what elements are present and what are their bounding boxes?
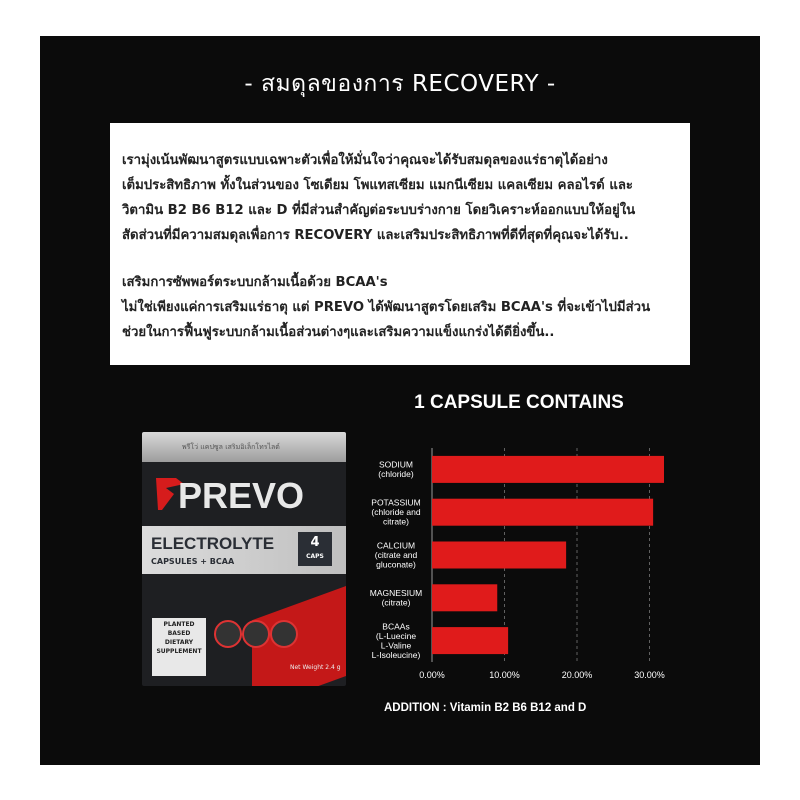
category-label-line: (chloride and [371,507,421,518]
badge-line: PLANTED [163,621,195,628]
category-label-line: (citrate and [374,550,418,560]
category-label [375,541,418,570]
badge-line: SUPPLEMENT [156,648,202,655]
bar [432,584,497,611]
product-brand-logo [154,474,339,514]
x-tick-label: 30.00% [634,670,665,680]
page-title: - สมดุลของการ RECOVERY - [244,71,556,97]
category-label-line: BCAAs [382,621,410,632]
category-label [371,498,421,527]
shield-icon [270,620,298,648]
product-line1: ELECTROLYTE [151,534,275,553]
bar [432,542,566,569]
description-paragraph-1 [122,148,676,248]
category-label-line: SODIUM [379,459,413,470]
product-top-strip [142,432,346,462]
caps-label: CAPS [306,553,324,560]
category-label-line: MAGNESIUM [369,588,423,599]
addition-note: ADDITION : Vitamin B2 B6 B12 and D [384,702,587,714]
category-label-line: gluconate) [376,559,416,570]
product-image [142,432,346,686]
description-line: ไม่ใช่เพียงแค่การเสริมแร่ธาตุ แต่ PREVO ได้พัฒนาสูตรโดยเสริม BCAA's ที่จะเข้าไปมีส่วน [122,300,651,315]
category-label-line: (chloride) [378,469,414,480]
badge-line: DIETARY [164,639,194,646]
bar [432,456,664,483]
x-tick-label: 10.00% [489,670,520,680]
runner-icon [214,620,242,648]
description-line: สัดส่วนที่มีความสมดุลเพื่อการ RECOVERY และเสริมประสิทธิภาพที่ดีที่สุดที่คุณจะได้รับ.. [122,228,629,243]
category-label-line: L-Isoleucine) [371,649,421,660]
category-label-line: POTASSIUM [371,497,421,508]
category-label-line: (L-Luecine [375,630,417,641]
chart-title: 1 CAPSULE CONTAINS [414,392,624,413]
description-line: เสริมการซัพพอร์ตระบบกล้ามเนื้อด้วย BCAA's [122,275,388,290]
x-tick-label: 0.00% [419,670,445,680]
bar-chart [360,440,680,690]
category-label-line: (citrate) [381,597,411,608]
description-paragraph-2 [122,270,676,345]
category-label [370,588,422,608]
caps-count: 4 [310,535,320,550]
x-tick-label: 20.00% [561,670,593,680]
bar [432,499,653,526]
description-line: เรามุ่งเน้นพัฒนาสูตรแบบเฉพาะตัวเพื่อให้มั่นใจว่าคุณจะได้รับสมดุลของแร่ธาตุได้อย่าง [122,153,608,168]
description-line: วิตามิน B2 B6 B12 และ D ที่มีส่วนสำคัญต่อระบบร่างกาย โดยวิเคราะห์ออกแบบให้อยู่ใน [122,203,636,218]
description-line: เต็มประสิทธิภาพ ทั้งในส่วนของ โซเดียม โพแทสเซียม แมกนีเซียม แคลเซียม คลอไรด์ และ [122,178,633,193]
muscle-icon [242,620,270,648]
description-box [110,123,690,365]
caps-count-badge [298,532,332,566]
product-weight: Net Weight 2.4 g [290,664,341,671]
category-label [372,621,421,660]
bar [432,627,508,654]
product-top-text: พรีโว่ แคปซูล เสริมอิเล็กโทรไลต์ [182,443,280,451]
badge-line: BASED [167,630,191,637]
product-line2: CAPSULES + BCAA [151,557,235,566]
description-line: ช่วยในการฟื้นฟูระบบกล้ามเนื้อส่วนต่างๆและเสริมความแข็งแกร่งได้ดียิ่งขึ้น.. [122,325,555,340]
category-label-line: citrate) [383,516,409,527]
product-badge [152,618,206,676]
category-label [378,460,414,480]
category-label-line: L-Valine [380,640,412,651]
category-label-line: CALCIUM [376,540,416,551]
product-brand-text: PREVO [178,475,305,514]
